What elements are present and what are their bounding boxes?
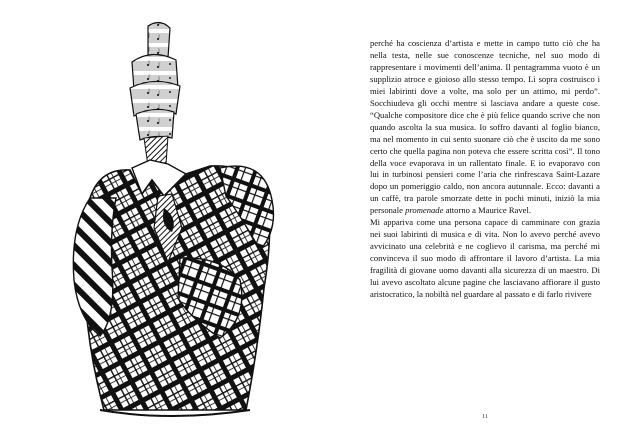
page-number: 11 [482, 414, 488, 420]
paragraph-2 [370, 217, 600, 301]
paragraph-2-text: Mi appariva come una persona capace di camminare con grazia nei suoi labirinti di musica e di vita. Non lo avevo perché avevo avvicinato una celebrità e ne coglievo il carisma, ma perché mi convinceva il suo modo di affrontare il lavoro d’artista. La mia fragilità di giovane uomo davanti alla sicurezza di un maestro. Di lui avevo ascoltato alcune pagine che lasciavano affiorare il gusto aristocratico, la nobiltà nel guardare al passato e di farlo rivivere [370, 217, 600, 300]
music-sheet-head-icon [130, 22, 180, 166]
paragraph-1 [370, 38, 600, 217]
paragraph-1-emphasis: promenade [405, 205, 444, 216]
paragraph-1-tail: attorno a Maurice Ravel. [443, 205, 532, 216]
text-page [370, 38, 600, 301]
figure-with-music-sheet-head-illustration [60, 18, 300, 428]
paragraph-1-text: perché ha coscienza d’artista e mette in campo tutto ciò che ha nella testa, nelle sue conoscenze tecniche, nel suo modo di rappresentare i movimenti dell’anima. Il pentagramma vuoto è un supplizio atroce e gioioso allo stesso tempo. Lì sopra costruisco i miei labirinti dove a volte, ma solo per un attimo, mi perdo”. Socchiudeva gli occhi mentre si lasciava andare a queste cose. “Qualche compositore dice che è più felice quando scrive che non quando ascolta la sua musica. Io soffro davanti al foglio bianco, ma nel momento in cui sento suonare ciò che è uscito da me sono certo che quella pagina non poteva che essere scritta così”. Il tono della voce evaporava in un rallentato finale. E io evaporavo con lui in turbinosi pensieri come l’aria che rinfrescava Saint-Lazare dopo un pomeriggio caldo, non ancora autunnale. Ecco: davanti a un caffè, tra parole smorzate dette in pochi minuti, iniziò la mia personale [370, 38, 600, 216]
